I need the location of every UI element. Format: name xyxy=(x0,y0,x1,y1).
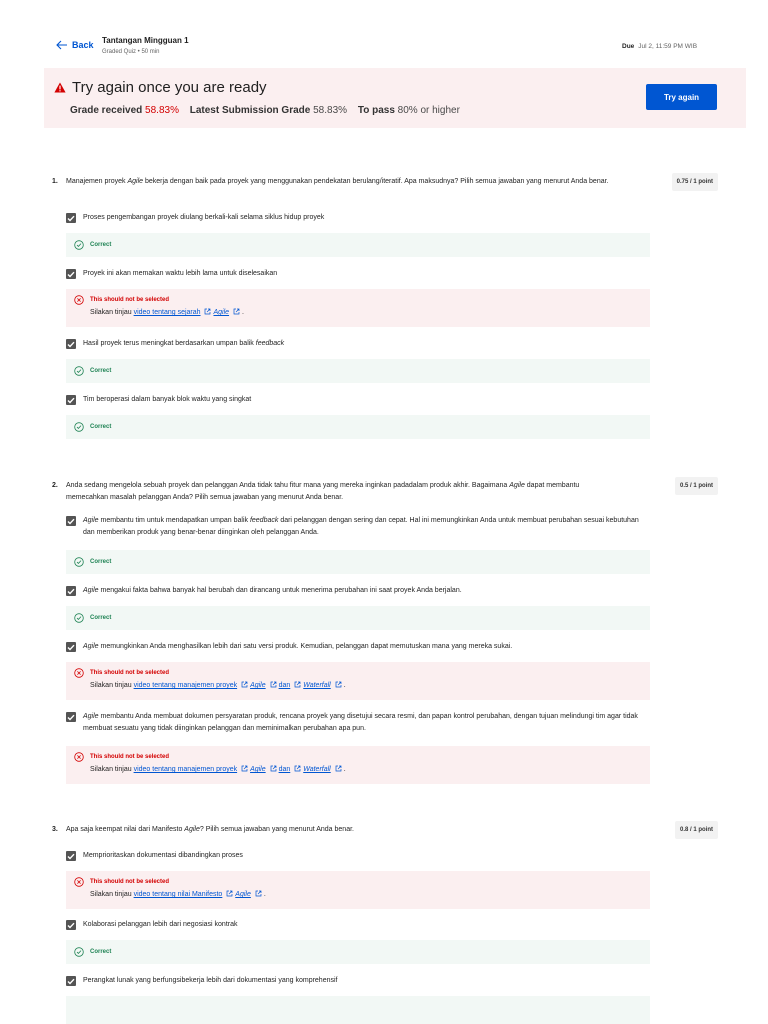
feedback-label: Correct xyxy=(90,368,112,374)
feedback-correct xyxy=(66,606,650,630)
question-3-text xyxy=(52,824,718,836)
option-text: Hasil proyek terus meningkat berdasarkan umpan balik xyxy=(83,340,256,347)
grade-label: Grade received xyxy=(70,105,143,116)
grade-value: 58.83% xyxy=(145,105,179,116)
x-circle-icon xyxy=(74,668,84,678)
latest-label: Latest Submission Grade xyxy=(189,105,311,116)
due-value: Jul 2, 11:59 PM WIB xyxy=(638,43,698,50)
review-link[interactable]: video tentang nilai Manifesto xyxy=(133,891,223,898)
answer-option[interactable] xyxy=(66,711,650,735)
option-text-em: Agile xyxy=(83,517,99,524)
check-circle-icon xyxy=(74,947,84,957)
feedback-label: Correct xyxy=(90,242,112,248)
pass-label: To pass xyxy=(357,105,395,116)
external-link-icon xyxy=(231,309,242,316)
answer-option[interactable] xyxy=(66,212,650,224)
try-again-button[interactable]: Try again xyxy=(646,84,717,110)
feedback-wrong xyxy=(66,662,650,700)
quiz-title: Tantangan Mingguan 1 xyxy=(102,36,189,45)
check-circle-icon xyxy=(74,240,84,250)
option-text: Perangkat lunak yang berfungsibekerja lebih dari dokumentasi yang komprehensif xyxy=(83,977,338,984)
external-link-icon xyxy=(224,891,235,898)
checkbox-checked-icon[interactable] xyxy=(66,920,76,930)
feedback-partial xyxy=(66,996,650,1024)
answer-option[interactable] xyxy=(66,515,650,539)
external-link-icon xyxy=(292,682,303,689)
external-link-icon xyxy=(268,766,279,773)
question-text-em: Agile xyxy=(509,482,525,489)
feedback-label: This should not be selected xyxy=(90,754,170,760)
review-link[interactable]: Waterfall xyxy=(303,766,331,773)
period: . xyxy=(343,682,346,689)
check-circle-icon xyxy=(74,422,84,432)
answer-option[interactable] xyxy=(66,641,650,653)
question-number: 2. xyxy=(52,482,58,489)
top-bar xyxy=(0,0,768,66)
question-2 xyxy=(52,480,718,504)
option-text: Proses pengembangan proyek diulang berkali-kali selama siklus hidup proyek xyxy=(83,214,325,221)
external-link-icon xyxy=(333,766,344,773)
option-text-em: Agile xyxy=(83,587,99,594)
question-text: Manajemen proyek xyxy=(66,178,128,185)
question-text: bekerja dengan baik pada proyek yang menggunakan pendekatan berulang/iteratif. Apa maksudnya? Pilih semua jawaban yang menurut Anda benar. xyxy=(143,178,609,185)
checkbox-checked-icon[interactable] xyxy=(66,516,76,526)
review-link[interactable]: video tentang manajemen proyek xyxy=(133,682,238,689)
review-prefix: Silakan tinjau xyxy=(90,309,132,316)
checkbox-checked-icon[interactable] xyxy=(66,395,76,405)
checkbox-checked-icon[interactable] xyxy=(66,642,76,652)
review-link[interactable]: Agile xyxy=(250,682,266,689)
answer-option[interactable] xyxy=(66,394,650,406)
review-link[interactable]: Agile xyxy=(250,766,266,773)
review-hint xyxy=(90,308,244,316)
quiz-meta: Graded Quiz • 50 min xyxy=(102,49,160,55)
period: . xyxy=(242,309,244,316)
due-label: Due xyxy=(622,43,635,50)
option-text-em: feedback xyxy=(249,517,279,524)
feedback-label: This should not be selected xyxy=(90,297,170,303)
answer-option[interactable] xyxy=(66,338,650,350)
option-text-em: Agile xyxy=(83,643,99,650)
question-text: ? Pilih semua jawaban yang menurut Anda benar. xyxy=(199,826,354,833)
check-circle-icon xyxy=(74,366,84,376)
external-link-icon xyxy=(202,309,213,316)
review-hint xyxy=(90,890,266,898)
option-text: membantu tim untuk mendapatkan umpan balik xyxy=(98,517,250,524)
option-text-em: feedback xyxy=(255,340,285,347)
external-link-icon xyxy=(239,682,250,689)
question-number: 3. xyxy=(52,826,58,833)
review-link[interactable]: Agile xyxy=(235,891,251,898)
due-date xyxy=(622,43,697,50)
answer-option[interactable] xyxy=(66,850,650,862)
x-circle-icon xyxy=(74,752,84,762)
question-text: Anda sedang mengelola sebuah proyek dan pelanggan Anda tidak tahu fitur mana yang mereka inginkan padadalam produk akhir. Bagaimana xyxy=(66,482,510,489)
pass-value: 80% or higher xyxy=(397,105,460,116)
option-text: Proyek ini akan memakan waktu lebih lama untuk diselesaikan xyxy=(83,270,278,277)
result-banner xyxy=(44,68,746,128)
feedback-correct xyxy=(66,550,650,574)
review-link[interactable]: video tentang sejarah xyxy=(133,309,201,316)
review-prefix: Silakan tinjau xyxy=(90,682,132,689)
option-text: dari pelanggan dengan sering dan cepat. Hal ini memungkinkan Anda untuk membuat perubahan sesuai kebutuhan dan memberikan produk yang benar-benar diinginkan oleh pelanggan Anda. xyxy=(83,517,639,536)
answer-option[interactable] xyxy=(66,975,650,987)
review-hint xyxy=(90,681,346,689)
feedback-correct xyxy=(66,940,650,964)
period: . xyxy=(343,766,346,773)
question-2-text xyxy=(52,480,718,504)
feedback-label: This should not be selected xyxy=(90,879,170,885)
external-link-icon xyxy=(239,766,250,773)
checkbox-checked-icon[interactable] xyxy=(66,339,76,349)
check-circle-icon xyxy=(74,613,84,623)
feedback-label: Correct xyxy=(90,559,112,565)
feedback-label: Correct xyxy=(90,615,112,621)
checkbox-checked-icon[interactable] xyxy=(66,586,76,596)
points-badge: 0.5 / 1 point xyxy=(675,477,718,495)
option-text: mengakui fakta bahwa banyak hal berubah dan dirancang untuk menerima perubahan ini saat proyek Anda berjalan. xyxy=(98,587,462,594)
feedback-correct xyxy=(66,359,650,383)
answer-option[interactable] xyxy=(66,919,650,931)
checkbox-checked-icon[interactable] xyxy=(66,712,76,722)
banner-heading: Try again once you are ready xyxy=(72,79,267,96)
question-1-text xyxy=(52,176,718,188)
question-number: 1. xyxy=(52,178,58,185)
review-link[interactable]: Waterfall xyxy=(303,682,331,689)
answer-option[interactable] xyxy=(66,268,650,280)
option-text: memungkinkan Anda menghasilkan lebih dari satu versi produk. Kemudian, pelanggan dapat memutuskan mana yang mereka sukai. xyxy=(98,643,513,650)
checkbox-checked-icon[interactable] xyxy=(66,851,76,861)
check-circle-icon xyxy=(74,557,84,567)
back-button[interactable] xyxy=(56,40,94,50)
external-link-icon xyxy=(253,891,264,898)
external-link-icon xyxy=(333,682,344,689)
x-circle-icon xyxy=(74,877,84,887)
external-link-icon xyxy=(268,682,279,689)
feedback-label: Correct xyxy=(90,424,112,430)
points-badge: 0.8 / 1 point xyxy=(675,821,718,839)
review-link[interactable]: dan xyxy=(278,766,291,773)
option-text: Memprioritaskan dokumentasi dibandingkan proses xyxy=(83,852,243,859)
feedback-correct xyxy=(66,415,650,439)
feedback-label: Correct xyxy=(90,949,112,955)
answer-option[interactable] xyxy=(66,585,650,597)
period: . xyxy=(263,891,266,898)
question-text: dapat membantu memecahkan masalah pelanggan Anda? Pilih semua jawaban yang menurut Anda benar. xyxy=(66,482,580,501)
banner-title xyxy=(54,79,267,96)
feedback-correct xyxy=(66,233,650,257)
option-text: Tim beroperasi dalam banyak blok waktu yang singkat xyxy=(83,396,252,403)
feedback-label: This should not be selected xyxy=(90,670,170,676)
review-prefix: Silakan tinjau xyxy=(90,766,132,773)
checkbox-checked-icon[interactable] xyxy=(66,976,76,986)
review-hint xyxy=(90,765,346,773)
checkbox-checked-icon[interactable] xyxy=(66,213,76,223)
back-label: Back xyxy=(72,40,94,50)
review-link[interactable]: dan xyxy=(278,682,291,689)
points-badge: 0.75 / 1 point xyxy=(672,173,718,191)
option-text: membantu Anda membuat dokumen persyaratan produk, rencana proyek yang disetujui secara resmi, dan papan kontrol perubahan, dengan tujuan melindungi tim agar tidak membuat sesuatu yang tidak diinginkan pelanggan dan meminimalkan perubahan apa pun. xyxy=(83,713,638,732)
option-text-em: Agile xyxy=(83,713,99,720)
question-3 xyxy=(52,824,718,836)
review-prefix: Silakan tinjau xyxy=(90,891,132,898)
external-link-icon xyxy=(292,766,303,773)
question-text-em: Agile xyxy=(127,178,144,185)
grade-summary xyxy=(70,105,468,116)
review-link[interactable]: video tentang manajemen proyek xyxy=(133,766,238,773)
latest-value: 58.83% xyxy=(313,105,348,116)
checkbox-checked-icon[interactable] xyxy=(66,269,76,279)
review-link[interactable]: Agile xyxy=(213,309,230,316)
question-text: Apa saja keempat nilai dari Manifesto xyxy=(66,826,185,833)
question-text-em: Agile xyxy=(184,826,200,833)
feedback-wrong xyxy=(66,871,650,909)
warning-icon xyxy=(54,82,66,93)
option-text: Kolaborasi pelanggan lebih dari negosiasi kontrak xyxy=(83,921,238,928)
feedback-wrong xyxy=(66,746,650,784)
x-circle-icon xyxy=(74,295,84,305)
feedback-wrong xyxy=(66,289,650,327)
arrow-left-icon xyxy=(56,40,68,50)
question-1 xyxy=(52,176,718,188)
